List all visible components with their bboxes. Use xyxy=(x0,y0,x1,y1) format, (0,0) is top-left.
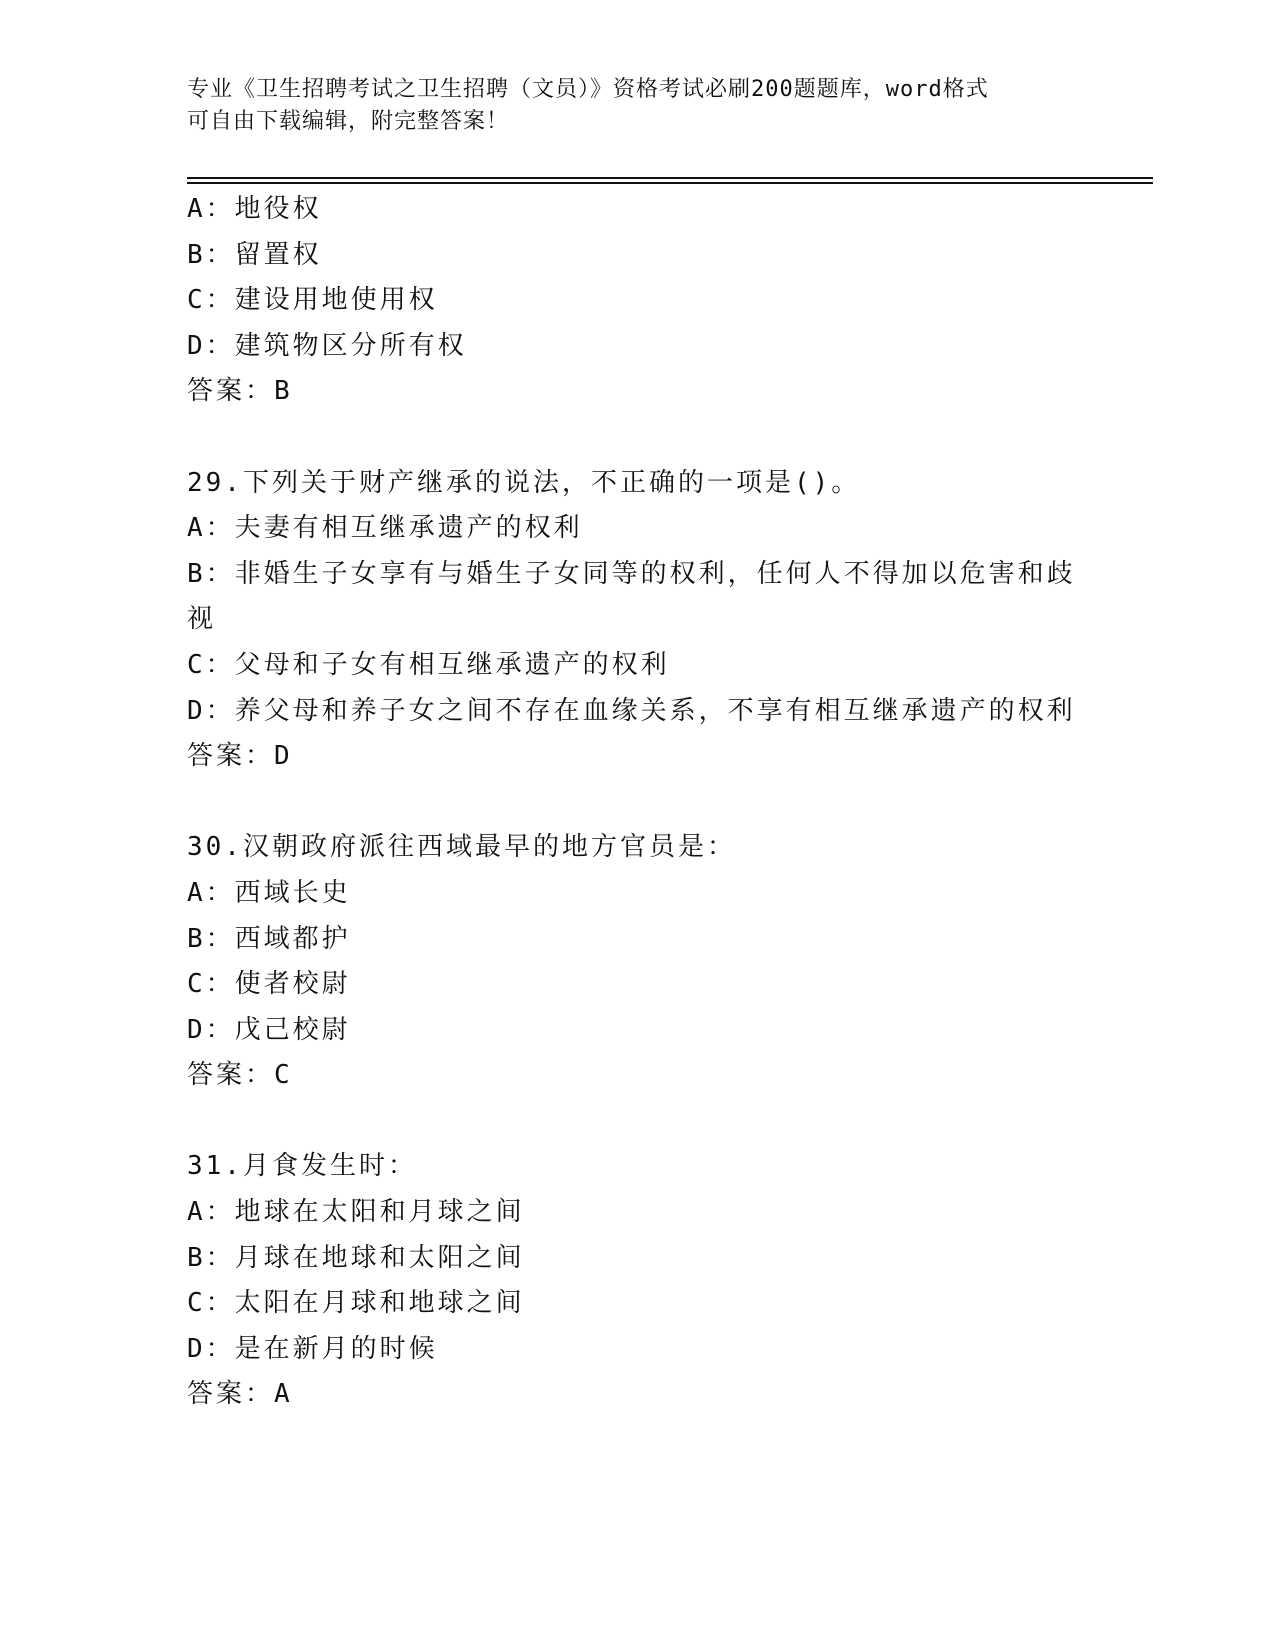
option-d: D：建筑物区分所有权 xyxy=(187,330,467,361)
option-b: B：月球在地球和太阳之间 xyxy=(187,1242,525,1273)
answer-line: 答案：B xyxy=(187,376,293,407)
block-spacer xyxy=(187,1099,1087,1145)
answer-line: 答案：D xyxy=(187,741,293,772)
question-list xyxy=(187,187,1087,1418)
question-block-29 xyxy=(187,461,1087,780)
option-c: C：建设用地使用权 xyxy=(187,285,438,316)
header-line-2: 可自由下载编辑，附完整答案！ xyxy=(187,109,510,134)
option-b: B：留置权 xyxy=(187,239,322,270)
question-text: 29.下列关于财产继承的说法，不正确的一项是()。 xyxy=(187,467,861,498)
option-c: C：使者校尉 xyxy=(187,969,351,1000)
answer-line: 答案：C xyxy=(187,1060,293,1091)
question-block-30 xyxy=(187,825,1087,1099)
block-spacer xyxy=(187,415,1087,461)
option-a: A：地球在太阳和月球之间 xyxy=(187,1197,525,1228)
question-text: 31.月食发生时： xyxy=(187,1151,417,1182)
answer-line: 答案：A xyxy=(187,1379,293,1410)
option-d: D：是在新月的时候 xyxy=(187,1333,438,1364)
header-rule-bottom xyxy=(187,182,1153,184)
question-block-31 xyxy=(187,1144,1087,1418)
option-d: D：养父母和养子女之间不存在血缘关系，不享有相互继承遗产的权利 xyxy=(187,695,1076,726)
option-d: D：戊己校尉 xyxy=(187,1014,351,1045)
question-block-28 xyxy=(187,187,1087,415)
header-line-1: 专业《卫生招聘考试之卫生招聘（文员）》资格考试必刷200题题库，word格式 xyxy=(187,77,989,102)
option-c: C：太阳在月球和地球之间 xyxy=(187,1288,525,1319)
document-header xyxy=(187,74,1087,138)
option-c: C：父母和子女有相互继承遗产的权利 xyxy=(187,649,670,680)
option-a: A：西域长史 xyxy=(187,877,351,908)
option-b: B：西域都护 xyxy=(187,923,351,954)
option-a: A：夫妻有相互继承遗产的权利 xyxy=(187,513,583,544)
block-spacer xyxy=(187,780,1087,826)
question-text: 30.汉朝政府派往西域最早的地方官员是： xyxy=(187,832,736,863)
header-rule-top xyxy=(187,177,1153,179)
option-a: A：地役权 xyxy=(187,194,322,224)
option-b: B：非婚生子女享有与婚生子女同等的权利，任何人不得加以危害和歧视 xyxy=(187,558,1076,635)
